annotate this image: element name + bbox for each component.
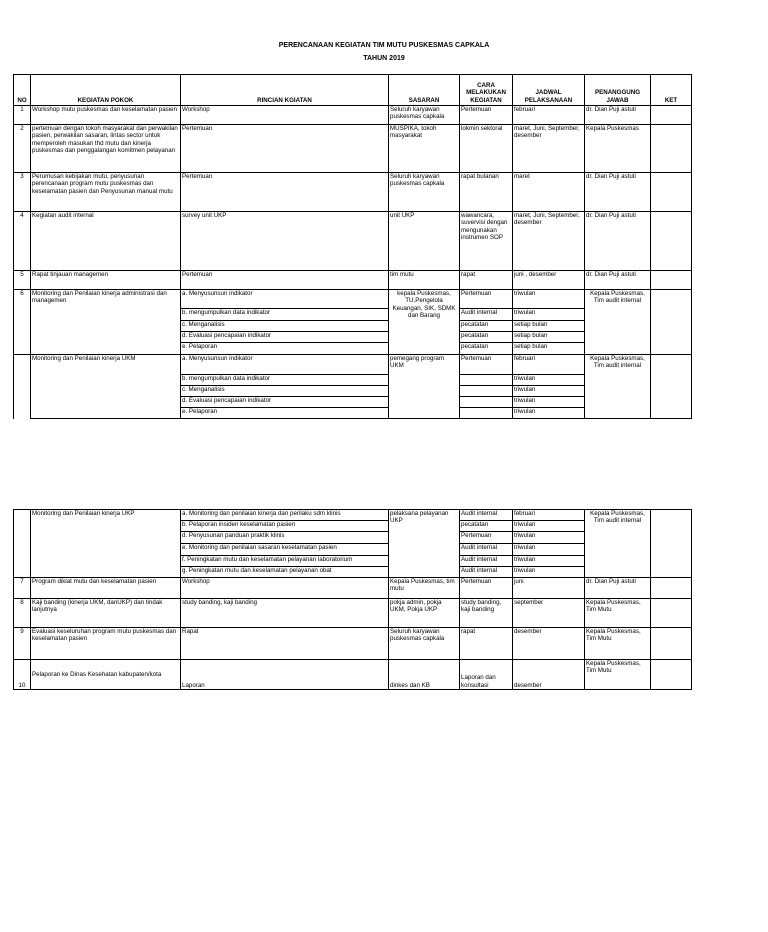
row-ket [651, 106, 692, 125]
table-row [14, 173, 692, 212]
row-no: 6 [14, 290, 31, 355]
row-cara: lokmin sektoral [460, 125, 513, 173]
row-kegiatan: Rapat tinjauan managemen [31, 271, 181, 290]
header-cara: CARA MELAKUKAN KEGIATAN [460, 75, 513, 106]
row-jadwal: maret [513, 173, 585, 212]
row-kegiatan: pertemuan dengan tokoh masyarakat dan perwakilan pasien, perwakilan sasaran, lintas sector untuk memperoleh masukan thd mutu dan kinerja puskesmas dan penggalangan komitmen pelayanan [31, 125, 181, 173]
row-rincian: d. Evaluasi pencapaian indikator [181, 397, 389, 408]
row-sasaran: dinkes dan KB [389, 660, 460, 690]
plan-table-part1 [13, 74, 692, 419]
header-penanggung: PENANGGUNG JAWAB [585, 75, 651, 106]
row-kegiatan: Program diklat mutu dan keselamatan pasien [31, 578, 181, 599]
row-sasaran: Seluruh karyawan puskesmas capkala [389, 628, 460, 660]
row-jadwal: triwulan [513, 375, 585, 386]
row-jadwal: triwulan [513, 521, 585, 532]
row-jadwal: juni , desember [513, 271, 585, 290]
row-kegiatan: Monitoring dan Penilaian kinerja UKP [31, 510, 181, 578]
header-ket: KET [651, 75, 692, 106]
row-cara: rapat bulanan [460, 173, 513, 212]
row-no: 5 [14, 271, 31, 290]
row-rincian: Pertemuan [181, 125, 389, 173]
row-no: 9 [14, 628, 31, 660]
row-no: 7 [14, 578, 31, 599]
row-rincian: Workshop [181, 106, 389, 125]
row-sasaran: MUSPIKA, tokoh masyarakat [389, 125, 460, 173]
row-pj: Kepala Puskesmas, Tim Mutu [585, 628, 651, 660]
row-sasaran: pokja admin, pokja UKM, Pokja UKP [389, 599, 460, 628]
row-pj: dr. Dian Puji astuti [585, 578, 651, 599]
row-ket [651, 125, 692, 173]
row-pj: Kepala Puskesmas, Tim Mutu [585, 599, 651, 628]
row-cara: Audit internal [460, 567, 513, 578]
row-jadwal: desember [513, 628, 585, 660]
row-cara: Pertemuan [460, 578, 513, 599]
row-sasaran: unit UKP [389, 212, 460, 271]
row-cara: Pertemuan [460, 355, 513, 375]
row-cara [460, 386, 513, 397]
header-sasaran: SASARAN [389, 75, 460, 106]
row-kegiatan: Evaluasi keseluruhan program mutu puskesmas dan keselamatan pasien [31, 628, 181, 660]
table-row [14, 271, 692, 290]
row-no: 10 [14, 660, 31, 690]
row-rincian: b. Pelaporan insiden keselamatan pasien [181, 521, 389, 532]
row-rincian: c. Menganalisis [181, 386, 389, 397]
row-cara [460, 408, 513, 419]
row-jadwal: maret, Juni, September, desember [513, 212, 585, 271]
row-ket [651, 510, 692, 578]
row-kegiatan: Workshop mutu puskesmas dan keselamatan pasien [31, 106, 181, 125]
row-cara [460, 397, 513, 408]
row-pj: Kepala Puskesmas, Tim audit internal [585, 290, 651, 355]
row-pj: Kepala Puskesmas, Tim audit internal [585, 355, 651, 419]
row-ket [651, 271, 692, 290]
row-cara: pecatatan [460, 343, 513, 355]
row-rincian: g. Peningkatan mutu dan keselamatan pelayanan obat [181, 567, 389, 578]
row-cara: Pertemuan [460, 290, 513, 309]
row-rincian: a. Menyusunsun indikator [181, 355, 389, 375]
row-sasaran: pemegang program UKM [389, 355, 460, 419]
row-rincian: f. Peningkatan mutu dan keselamatan pelayanan laboratorium [181, 556, 389, 567]
row-cara: pecatatan [460, 521, 513, 532]
row-rincian: a. Menyusunsun indikator [181, 290, 389, 309]
row-rincian: e. Pelaporan [181, 408, 389, 419]
row-pj: Kepala Puskesmas, Tim Mutu [585, 660, 651, 690]
table-row [14, 510, 692, 521]
table-row [14, 599, 692, 628]
row-rincian: Laporan [181, 660, 389, 690]
row-ket [651, 660, 692, 690]
row-jadwal: triwulan [513, 544, 585, 556]
row-jadwal: september [513, 599, 585, 628]
row-rincian: a. Monitoring dan penilaian kinerja dan perilaku sdm klinis [181, 510, 389, 521]
header-no: NO [14, 75, 31, 106]
row-rincian: study banding, kaji banding [181, 599, 389, 628]
row-jadwal: triwulan [513, 290, 585, 309]
row-jadwal: desember [513, 660, 585, 690]
document-title: PERENCANAAN KEGIATAN TIM MUTU PUSKESMAS CAPKALA [278, 42, 490, 49]
row-ket [651, 599, 692, 628]
row-jadwal: setiap bulan [513, 332, 585, 343]
row-no: 3 [14, 173, 31, 212]
row-cara: Audit internal [460, 544, 513, 556]
table-row [14, 290, 692, 309]
row-rincian: c. Menganalisis [181, 321, 389, 332]
row-jadwal: triwulan [513, 397, 585, 408]
table-row [14, 125, 692, 173]
row-no [14, 510, 31, 578]
row-ket [651, 290, 692, 355]
row-pj: dr. Dian Puji astuti [585, 271, 651, 290]
table-row [14, 106, 692, 125]
row-kegiatan: Kaji banding (kinerja UKM, danUKP) dan tindak lanjutnya [31, 599, 181, 628]
document-subtitle: TAHUN 2019 [363, 55, 405, 62]
row-jadwal: setiap bulan [513, 343, 585, 355]
row-rincian: Workshop [181, 578, 389, 599]
table-row [14, 355, 692, 375]
row-rincian: e. Monitoring dan penilaian sasaran keselamatan pasien [181, 544, 389, 556]
row-rincian: Pertemuan [181, 271, 389, 290]
row-rincian: Pertemuan [181, 173, 389, 212]
row-rincian: e. Pelaporan [181, 343, 389, 355]
row-rincian: b. mengumpulkan data indikator [181, 309, 389, 321]
row-kegiatan: Pelaporan ke Dinas Kesehatan kabupaten/kota [31, 660, 181, 690]
row-cara: Audit internal [460, 309, 513, 321]
row-sasaran: Seluruh karyawan puskesmas capkala [389, 106, 460, 125]
row-pj: dr. Dian Puji astuti [585, 173, 651, 212]
header-row [14, 75, 692, 106]
row-jadwal: triwulan [513, 532, 585, 544]
plan-table-part2 [13, 509, 692, 690]
row-ket [651, 355, 692, 419]
row-cara: Audit internal [460, 510, 513, 521]
row-no: 2 [14, 125, 31, 173]
row-rincian: survey unit UKP [181, 212, 389, 271]
row-pj: dr. Dian Puji astuti [585, 106, 651, 125]
row-jadwal: juni [513, 578, 585, 599]
row-ket [651, 578, 692, 599]
row-no: 4 [14, 212, 31, 271]
row-cara: Audit internal [460, 556, 513, 567]
row-jadwal: triwulan [513, 556, 585, 567]
row-cara: Laporan dan konsultasi [460, 660, 513, 690]
row-jadwal: februari [513, 510, 585, 521]
row-rincian: Rapat [181, 628, 389, 660]
row-pj: Kepala Puskesmas, Tim audit internal [585, 510, 651, 578]
row-cara: wawancara, suvervisi dengan mengunakan instrumen SOP [460, 212, 513, 271]
row-cara: rapat [460, 271, 513, 290]
row-ket [651, 212, 692, 271]
row-jadwal: februari [513, 106, 585, 125]
row-rincian: d. Penyusunan panduan praktik klinis [181, 532, 389, 544]
row-sasaran: Seluruh karyawan puskesmas capkala [389, 173, 460, 212]
table-row [14, 628, 692, 660]
row-rincian: b. mengumpulkan data indikator [181, 375, 389, 386]
table-row [14, 578, 692, 599]
row-sasaran: tim mutu [389, 271, 460, 290]
row-sasaran: Kepala Puskesmas, tim mutu [389, 578, 460, 599]
row-jadwal: triwulan [513, 408, 585, 419]
row-jadwal: triwulan [513, 309, 585, 321]
row-no: 1 [14, 106, 31, 125]
row-kegiatan: Monitoring dan Penilaian kinerja administrasi dan managemen [31, 290, 181, 355]
row-cara: Pertemuan [460, 532, 513, 544]
row-kegiatan: Monitoring dan Penilaian kinerja UKM [31, 355, 181, 419]
row-jadwal: triwulan [513, 567, 585, 578]
row-cara: rapat [460, 628, 513, 660]
table-row [14, 212, 692, 271]
row-jadwal: setiap bulan [513, 321, 585, 332]
row-jadwal: triwulan [513, 386, 585, 397]
row-kegiatan: Kegiatan audit internal [31, 212, 181, 271]
table-row [14, 660, 692, 690]
row-cara: Pertemuan [460, 106, 513, 125]
row-jadwal: februari [513, 355, 585, 375]
row-pj: Kepala Puskesmas [585, 125, 651, 173]
row-pj: dr. Dian Puji astuti [585, 212, 651, 271]
row-cara: pecatatan [460, 321, 513, 332]
row-ket [651, 173, 692, 212]
row-rincian: d. Evaluasi pencapaian indikator [181, 332, 389, 343]
row-ket [651, 628, 692, 660]
row-kegiatan: Perumusan kebijakan mutu, penyusunan perencanaan program mutu puskesmas dan keselamatan pasien dan Penyusunan manual mutu [31, 173, 181, 212]
row-cara: pecatatan [460, 332, 513, 343]
header-jadwal: JADWAL PELAKSANAAN [513, 75, 585, 106]
row-jadwal: maret, Juni, September, desember [513, 125, 585, 173]
row-sasaran: pelaksana pelayanan UKP [389, 510, 460, 578]
row-cara [460, 375, 513, 386]
row-cara: study banding, kaji banding [460, 599, 513, 628]
row-no: 8 [14, 599, 31, 628]
header-rincian: RINCIAN KGIATAN [181, 75, 389, 106]
header-kegiatan: KEGIATAN POKOK [31, 75, 181, 106]
row-sasaran: kepala Puskesmas, TU,Pengelola Keuangan, SIK, SDMK dan Barang [389, 290, 460, 355]
row-no [14, 355, 31, 419]
